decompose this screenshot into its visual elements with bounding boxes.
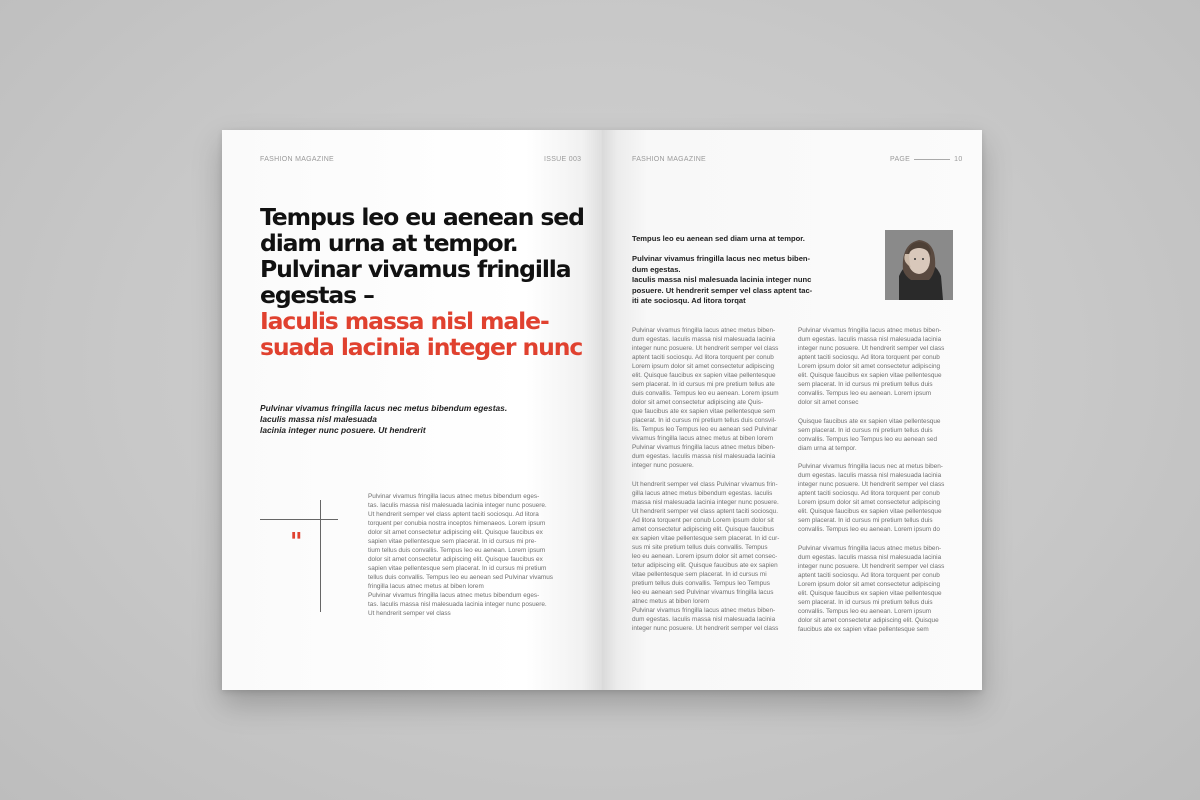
body-line: convallis. Tempus leo eu aenean. Lorem ipsum do xyxy=(798,526,940,533)
body-line: torquent per conubia nostra inceptos himenaeos. Lorem ipsum xyxy=(368,520,546,527)
body-line: convallis. Tempus leo eu aenean. Lorem ipsum xyxy=(798,608,932,615)
left-body-text xyxy=(368,492,578,618)
body-line: elit. Quisque faucibus ex sapien vitae pellentesque xyxy=(798,590,942,597)
page-divider-line xyxy=(914,159,950,160)
lead-line: Pulvinar vivamus fringilla lacus nec metus biben- xyxy=(632,254,811,263)
body-line: dum egestas. Iaculis massa nisl malesuada lacinia xyxy=(632,336,776,343)
body-line: Pulvinar vivamus fringilla lacus atnec metus biben- xyxy=(632,327,776,334)
subtitle xyxy=(260,403,580,436)
body-line: tium tellus duis convallis. Tempus leo eu aenean. Lorem ipsum xyxy=(368,547,546,554)
right-page xyxy=(602,130,982,690)
body-line: massa nisl malesuada lacinia integer nunc posuere. xyxy=(632,499,779,506)
body-line: faucibus ate ex sapien vitae pellentesque sem xyxy=(798,626,929,633)
column-b-block-3 xyxy=(798,462,958,534)
right-header-magazine: FASHION MAGAZINE xyxy=(632,156,707,163)
body-line: Ut hendrerit semper vel class Pulvinar vivamus frin- xyxy=(632,481,778,488)
column-a-block-1 xyxy=(632,326,792,470)
body-line: sem placerat. In id cursus mi pretium tellus duis xyxy=(798,381,933,388)
subtitle-line: Iaculis massa nisl malesuada xyxy=(260,414,377,424)
body-line: dum egestas. Iaculis massa nisl malesuada lacinia xyxy=(632,616,776,623)
body-line: Pulvinar vivamus fringilla lacus atnec metus bibendum eges- xyxy=(368,493,540,500)
lead-line: dum egestas. xyxy=(632,264,681,274)
body-line: tellus duis convallis. Tempus leo eu aenean sed Pulvinar vivamus xyxy=(368,574,553,581)
body-line: elit. Quisque faucibus ex sapien vitae pellentesque xyxy=(798,508,942,515)
body-line: elit. Quisque faucibus ex sapien vitae pellentesque xyxy=(798,372,942,379)
body-line: atnec metus at biben lorem xyxy=(632,598,710,605)
body-line: Pulvinar vivamus fringilla lacus atnec metus biben- xyxy=(632,607,776,614)
body-line: vivamus fringilla lacus atnec metus at biben lorem xyxy=(632,435,774,442)
column-b-block-2 xyxy=(798,417,958,453)
body-line: sem placerat. In id cursus mi pretium tellus duis xyxy=(798,427,933,434)
body-line: Pulvinar vivamus fringilla lacus atnec metus biben- xyxy=(632,444,776,451)
page-label: PAGE xyxy=(890,156,911,163)
column-a-block-2 xyxy=(632,480,792,633)
body-line: dum egestas. Iaculis massa nisl malesuada lacinia xyxy=(632,453,776,460)
body-line: Pulvinar vivamus fringilla lacus atnec metus biben- xyxy=(798,545,942,552)
body-line: Ut hendrerit semper vel class aptent taciti sociosqu. xyxy=(632,508,778,515)
body-line: Lorem ipsum dolor sit amet consectetur adipiscing xyxy=(632,363,775,370)
body-line: aptent taciti sociosqu. Ad litora torquent per conub xyxy=(798,490,940,497)
body-line: diam urna at tempor. xyxy=(798,445,857,452)
body-line: vitae pellentesque sem placerat. In id cursus mi xyxy=(632,571,767,578)
lead-paragraph xyxy=(632,254,842,307)
body-line: dum egestas. Iaculis massa nisl malesuada lacinia xyxy=(798,472,942,479)
body-line: sapien vitae pellentesque sem placerat. In id cursus mi pretium xyxy=(368,565,547,572)
body-line: lis. Tempus leo Tempus leo eu aenean sed Pulvinar xyxy=(632,426,778,433)
column-b-block-1 xyxy=(798,326,958,407)
body-line: elit. Quisque faucibus ex sapien vitae pellentesque xyxy=(632,372,776,379)
body-line: aptent taciti sociosqu. Ad litora torquent per conub xyxy=(798,354,940,361)
title-line: egestas – xyxy=(260,281,374,309)
body-line: fringilla lacus atnec metus at biben lorem xyxy=(368,583,484,590)
body-line: leo eu aenean sed Pulvinar vivamus fringilla lacus xyxy=(632,589,774,596)
portrait-photo-icon xyxy=(885,230,953,300)
page-number: 10 xyxy=(954,156,963,163)
body-line: Lorem ipsum dolor sit amet consectetur adipiscing xyxy=(798,581,941,588)
body-line: gilla lacus atnec metus bibendum egestas. Iaculis xyxy=(632,490,773,497)
left-page xyxy=(222,130,602,690)
body-line: pretium tellus duis convallis. Tempus leo Tempus xyxy=(632,580,770,587)
body-line: amet consectetur adipiscing elit. Quisque faucibus xyxy=(632,526,775,533)
title-line: Pulvinar vivamus fringilla xyxy=(260,255,571,283)
body-line: dum egestas. Iaculis massa nisl malesuada lacinia xyxy=(798,336,942,343)
left-header-magazine: FASHION MAGAZINE xyxy=(260,156,335,163)
body-line: dum egestas. Iaculis massa nisl malesuada lacinia xyxy=(798,554,942,561)
body-line: sem placerat. In id cursus mi pretium tellus duis xyxy=(798,517,933,524)
body-line: ex sapien vitae pellentesque sem placerat. In id cur- xyxy=(632,535,780,542)
lead-line: Iaculis massa nisl malesuada lacinia integer nunc xyxy=(632,275,812,284)
body-line: aptent taciti sociosqu. Ad litora torquent per conub xyxy=(632,354,774,361)
magazine-spread xyxy=(222,130,982,690)
body-line: dolor sit amet consectetur adipiscing ate Quis- xyxy=(632,399,764,406)
body-line: sus mi site pretium tellus duis convallis. Tempus xyxy=(632,544,768,551)
subtitle-line: lacinia integer nunc posuere. Ut hendrerit xyxy=(260,425,426,435)
body-line: Lorem ipsum dolor sit amet consectetur adipiscing xyxy=(798,363,941,370)
title-line: Tempus leo eu aenean sed xyxy=(260,203,584,231)
quote-mark-icon: " xyxy=(290,527,303,556)
lead-line: iti ate sociosqu. Ad litora torqat xyxy=(632,296,746,305)
body-line: Ad litora torquent per conub Lorem ipsum dolor sit xyxy=(632,517,774,524)
body-line: sem placerat. In id cursus mi pretium tellus duis xyxy=(798,599,933,606)
body-line: dolor sit amet consectetur adipiscing elit. Quisque xyxy=(798,617,939,624)
body-line: dolor sit amet consec xyxy=(798,399,859,406)
body-line: tas. Iaculis massa nisl malesuada lacinia integer nunc posuere. xyxy=(368,502,547,509)
subtitle-line: Pulvinar vivamus fringilla lacus nec metus bibendum egestas. xyxy=(260,403,508,413)
right-header-page xyxy=(890,156,963,163)
title-line-red: Iaculis massa nisl male- xyxy=(260,307,549,335)
body-line: Pulvinar vivamus fringilla lacus atnec metus bibendum eges- xyxy=(368,592,540,599)
body-line: Lorem ipsum dolor sit amet consectetur adipiscing xyxy=(798,499,941,506)
body-line: integer nunc posuere. Ut hendrerit semper vel class xyxy=(632,625,779,632)
body-line: Quisque faucibus ate ex sapien vitae pellentesque xyxy=(798,418,941,425)
lead-title: Tempus leo eu aenean sed diam urna at tempor. xyxy=(632,234,805,243)
body-line: placerat. In id cursus mi pretium tellus duis consvil- xyxy=(632,417,777,424)
body-line: integer nunc posuere. xyxy=(632,462,694,469)
title-line: diam urna at tempor. xyxy=(260,229,518,257)
body-line: convallis. Tempus leo eu aenean. Lorem ipsum xyxy=(798,390,932,397)
body-line: Pulvinar vivamus fringilla lacus nec at metus biben- xyxy=(798,463,943,470)
body-line: sapien vitae pellentesque sem placerat. In id cursus mi pre- xyxy=(368,538,537,545)
body-line: integer nunc posuere. Ut hendrerit semper vel class xyxy=(632,345,779,352)
body-line: integer nunc posuere. Ut hendrerit semper vel class xyxy=(798,481,945,488)
left-header-issue: ISSUE 003 xyxy=(544,156,582,163)
title-line-red: suada lacinia integer nunc xyxy=(260,333,583,361)
body-line: tetur adipiscing elit. Quisque faucibus ate ex sapien xyxy=(632,562,778,569)
body-line: sem placerat. In id cursus mi pre pretium tellus ate xyxy=(632,381,775,388)
cross-vertical-rule xyxy=(320,500,321,612)
lead-line: posuere. Ut hendrerit semper vel class aptent tac- xyxy=(632,285,813,295)
body-line: convallis. Tempus leo Tempus leo eu aenean sed xyxy=(798,436,938,443)
body-line: integer nunc posuere. Ut hendrerit semper vel class xyxy=(798,563,945,570)
body-line: dolor sit amet consectetur adipiscing elit. Quisque faucibus ex xyxy=(368,529,543,536)
page-title xyxy=(260,204,590,360)
body-line: Pulvinar vivamus fringilla lacus atnec metus biben- xyxy=(798,327,942,334)
body-line: tas. Iaculis massa nisl malesuada lacinia integer nunc posuere. xyxy=(368,601,547,608)
body-line: dolor sit amet consectetur adipiscing elit. Quisque faucibus ex xyxy=(368,556,543,563)
body-line: Ut hendrerit semper vel class aptent taciti sociosqu. Ad litora xyxy=(368,511,539,518)
body-line: aptent taciti sociosqu. Ad litora torquent per conub xyxy=(798,572,940,579)
body-line: integer nunc posuere. Ut hendrerit semper vel class xyxy=(798,345,945,352)
cross-horizontal-rule xyxy=(260,519,338,520)
body-line: duis convallis. Tempus leo eu aenean. Lorem ipsum xyxy=(632,390,779,397)
body-line: Ut hendrerit semper vel class xyxy=(368,610,451,617)
column-b-block-4 xyxy=(798,544,958,634)
body-line: leo eu aenean. Lorem ipsum dolor sit amet consec- xyxy=(632,553,778,560)
body-line: que faucibus ate ex sapien vitae pellentesque sem xyxy=(632,408,776,415)
